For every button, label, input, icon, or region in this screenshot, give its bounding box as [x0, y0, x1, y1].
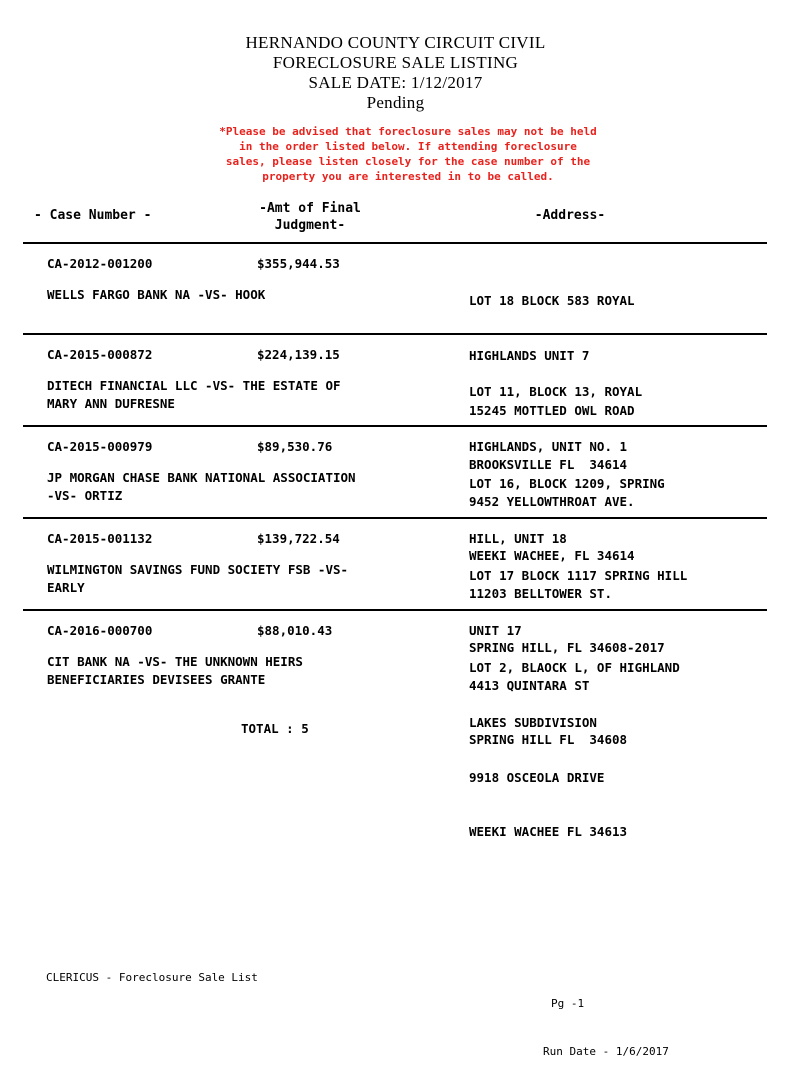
report-header: [0, 33, 791, 113]
column-header-judgment-line1: -Amt of Final: [259, 201, 361, 216]
row-divider: [23, 517, 767, 519]
address-line: LOT 2, BLAOCK L, OF HIGHLAND: [469, 660, 680, 676]
row-divider: [23, 333, 767, 335]
case-number: CA-2012-001200: [47, 256, 153, 271]
property-address: [469, 623, 680, 860]
column-header-case-number: - Case Number -: [34, 208, 152, 223]
case-parties: WILMINGTON SAVINGS FUND SOCIETY FSB -VS-: [47, 562, 349, 577]
case-parties: WELLS FARGO BANK NA -VS- HOOK: [47, 287, 266, 302]
column-header-address: -Address-: [534, 208, 606, 223]
address-line: WEEKI WACHEE FL 34613: [469, 824, 628, 840]
case-number: CA-2015-000872: [47, 347, 153, 362]
header-divider: [23, 242, 767, 244]
status-label: Pending: [366, 93, 425, 112]
listing-title: FORECLOSURE SALE LISTING: [272, 53, 519, 72]
address-line: LOT 18 BLOCK 583 ROYAL: [469, 293, 635, 309]
address-line: LOT 16, BLOCK 1209, SPRING: [469, 476, 665, 492]
judgment-amount: $355,944.53: [257, 256, 340, 271]
address-line: 11203 BELLTOWER ST.: [469, 585, 612, 601]
address-line: 4413 QUINTARA ST: [469, 677, 590, 693]
address-line: UNIT 17: [469, 623, 522, 639]
address-line: HIGHLANDS, UNIT NO. 1: [469, 439, 628, 455]
case-parties: JP MORGAN CHASE BANK NATIONAL ASSOCIATION: [47, 470, 356, 485]
total-count: TOTAL : 5: [241, 721, 309, 736]
judgment-amount: $224,139.15: [257, 347, 340, 362]
row-divider: [23, 425, 767, 427]
address-line: 9918 OSCEOLA DRIVE: [469, 769, 605, 785]
address-line: LAKES SUBDIVISION: [469, 715, 597, 731]
notice-line: property you are interested in to be called.: [262, 170, 554, 183]
footer-system-label: CLERICUS - Foreclosure Sale List: [46, 971, 258, 984]
notice-line: *Please be advised that foreclosure sales may not be held: [219, 125, 597, 138]
case-parties-continued: BENEFICIARIES DEVISEES GRANTE: [47, 672, 266, 687]
address-line: HIGHLANDS UNIT 7: [469, 348, 590, 364]
row-divider: [23, 609, 767, 611]
run-date: Run Date - 1/6/2017: [543, 1045, 669, 1058]
footer-page-info: [543, 964, 669, 1076]
page-number: Pg -1: [551, 997, 585, 1010]
case-parties-continued: EARLY: [47, 580, 85, 595]
case-number: CA-2016-000700: [47, 623, 153, 638]
case-parties: DITECH FINANCIAL LLC -VS- THE ESTATE OF: [47, 378, 341, 393]
address-line: SPRING HILL FL 34608: [469, 732, 628, 748]
judgment-amount: $89,530.76: [257, 439, 333, 454]
notice-line: sales, please listen closely for the case number of the: [225, 155, 591, 168]
address-line: SPRING HILL, FL 34608-2017: [469, 640, 665, 656]
address-line: 15245 MOTTLED OWL ROAD: [469, 402, 635, 418]
address-line: LOT 11, BLOCK 13, ROYAL: [469, 384, 643, 400]
case-parties: CIT BANK NA -VS- THE UNKNOWN HEIRS: [47, 654, 303, 669]
address-line: HILL, UNIT 18: [469, 531, 567, 547]
address-line: BROOKSVILLE FL 34614: [469, 457, 628, 473]
case-parties-continued: MARY ANN DUFRESNE: [47, 396, 175, 411]
sale-date: SALE DATE: 1/12/2017: [308, 73, 483, 92]
case-number: CA-2015-001132: [47, 531, 153, 546]
attendance-notice: [150, 124, 666, 184]
address-line: LOT 17 BLOCK 1117 SPRING HILL: [469, 568, 688, 584]
address-line: WEEKI WACHEE, FL 34614: [469, 548, 635, 564]
county-title: HERNANDO COUNTY CIRCUIT CIVIL: [245, 33, 546, 52]
case-number: CA-2015-000979: [47, 439, 153, 454]
address-line: 9452 YELLOWTHROAT AVE.: [469, 493, 635, 509]
judgment-amount: $139,722.54: [257, 531, 340, 546]
column-header-judgment-line2: Judgment-: [274, 218, 346, 233]
column-header-judgment: [245, 200, 375, 234]
case-parties-continued: -VS- ORTIZ: [47, 488, 123, 503]
notice-line: in the order listed below. If attending foreclosure: [239, 140, 577, 153]
judgment-amount: $88,010.43: [257, 623, 333, 638]
